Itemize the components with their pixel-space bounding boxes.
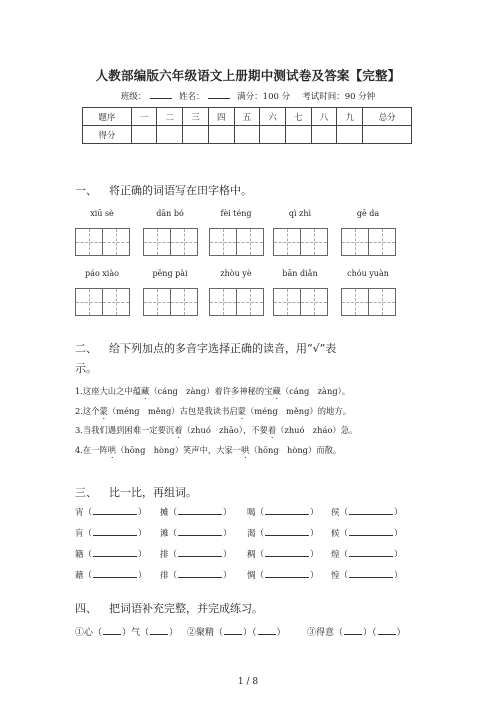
idiom-2-blank-1[interactable] bbox=[224, 625, 242, 635]
word-group-item bbox=[247, 526, 319, 539]
tianzige-cell[interactable] bbox=[209, 228, 237, 256]
compare-char: 徘 bbox=[160, 571, 169, 581]
pinyin-label: chóu yuàn bbox=[347, 269, 389, 278]
tianzige-cell[interactable] bbox=[368, 288, 396, 316]
tianzige-cell[interactable] bbox=[143, 228, 171, 256]
score-cell[interactable] bbox=[157, 126, 183, 144]
tianzige-pair bbox=[75, 228, 129, 256]
grid-row-1 bbox=[75, 228, 415, 256]
question-2-2 bbox=[75, 405, 351, 421]
tianzige-cell[interactable] bbox=[143, 288, 171, 316]
tianzige-cell[interactable] bbox=[236, 228, 264, 256]
name-blank[interactable] bbox=[208, 90, 230, 99]
section2-number: 二、 bbox=[75, 342, 97, 355]
word-blank[interactable] bbox=[349, 526, 393, 536]
q2-dotted-char-1: 蒙 bbox=[99, 406, 108, 416]
paren-close: ） bbox=[138, 571, 147, 581]
word-blank[interactable] bbox=[93, 547, 137, 557]
score-header-row bbox=[83, 108, 412, 126]
word-blank[interactable] bbox=[178, 526, 222, 536]
name-label: 姓名： bbox=[178, 92, 205, 102]
idiom-2-a: ②聚精（ bbox=[187, 628, 224, 638]
tianzige-cell[interactable] bbox=[300, 228, 328, 256]
tianzige-cell[interactable] bbox=[75, 228, 103, 256]
section3-title: 比一比，再组词。 bbox=[109, 486, 197, 499]
score-header-cell: 总分 bbox=[363, 108, 412, 126]
q3-text-e: （zhuó zháo）急。 bbox=[276, 425, 358, 435]
compare-char: 滩 bbox=[160, 529, 169, 539]
tianzige-pair bbox=[273, 288, 327, 316]
tianzige-cell[interactable] bbox=[75, 288, 103, 316]
q1-dotted-char-1: 藏 bbox=[141, 386, 150, 396]
pinyin-label: fèi téng bbox=[220, 209, 252, 218]
score-header-cell: 三 bbox=[183, 108, 209, 126]
word-group-row bbox=[75, 568, 420, 582]
score-cell[interactable] bbox=[131, 126, 157, 144]
compare-char: 宵 bbox=[75, 508, 84, 518]
section4-number: 四、 bbox=[75, 602, 97, 615]
paren-close: ） bbox=[394, 550, 403, 560]
word-group-item bbox=[75, 568, 147, 581]
pinyin-label: xiū sè bbox=[90, 209, 114, 218]
score-cell[interactable] bbox=[260, 126, 286, 144]
compare-char: 摊 bbox=[160, 508, 169, 518]
paren-close: ） bbox=[310, 550, 319, 560]
paren-open: （ bbox=[83, 529, 93, 539]
paren-open: （ bbox=[255, 508, 265, 518]
word-blank[interactable] bbox=[178, 505, 222, 515]
score-row-label: 得分 bbox=[83, 126, 132, 144]
tianzige-pair bbox=[209, 228, 263, 256]
idiom-3-b: ）（ bbox=[363, 628, 377, 638]
q1-text-c: （cáng zàng）着许多神秘的宝 bbox=[149, 386, 273, 396]
compare-char: 惆 bbox=[247, 571, 256, 581]
score-cell[interactable] bbox=[311, 126, 337, 144]
word-group-item bbox=[75, 547, 147, 560]
word-group-item bbox=[331, 505, 403, 518]
tianzige-pair bbox=[341, 288, 395, 316]
word-blank[interactable] bbox=[265, 505, 309, 515]
word-blank[interactable] bbox=[93, 568, 137, 578]
q1-dotted-char-2: 藏 bbox=[272, 386, 281, 396]
paren-open: （ bbox=[83, 571, 93, 581]
q1-text-a: 1.这座大山之中蕴 bbox=[75, 386, 141, 396]
question-2-4 bbox=[75, 444, 341, 460]
idiom-1-blank-2[interactable] bbox=[150, 625, 168, 635]
paren-open: （ bbox=[168, 571, 178, 581]
paren-close: ） bbox=[394, 508, 403, 518]
score-header-cell: 六 bbox=[260, 108, 286, 126]
tianzige-cell[interactable] bbox=[170, 228, 198, 256]
word-group-item bbox=[160, 547, 232, 560]
section3-heading bbox=[75, 484, 197, 500]
q4-text-a: 4.在一阵 bbox=[75, 445, 108, 455]
compare-char: 排 bbox=[160, 550, 169, 560]
exam-info bbox=[0, 90, 496, 102]
score-cell[interactable] bbox=[363, 126, 412, 144]
paren-open: （ bbox=[255, 571, 265, 581]
compare-char: 肓 bbox=[75, 529, 84, 539]
word-group-item bbox=[331, 547, 403, 560]
word-group-item bbox=[160, 526, 232, 539]
tianzige-cell[interactable] bbox=[170, 288, 198, 316]
word-group-row bbox=[75, 547, 420, 561]
compare-char: 侯 bbox=[331, 508, 340, 518]
idiom-2 bbox=[187, 625, 286, 638]
paren-close: ） bbox=[310, 508, 319, 518]
word-group-item bbox=[331, 568, 403, 581]
paren-close: ） bbox=[223, 571, 232, 581]
idiom-3 bbox=[307, 625, 406, 638]
score-header-cell: 题序 bbox=[83, 108, 132, 126]
score-header-cell: 二 bbox=[157, 108, 183, 126]
q4-dotted-char-2: 哄 bbox=[241, 445, 250, 455]
pinyin-row-2 bbox=[75, 269, 415, 281]
compare-char: 渴 bbox=[247, 529, 256, 539]
idiom-2-c: ） bbox=[276, 628, 286, 638]
full-score: 满分：100 分 bbox=[237, 92, 291, 102]
word-group-item bbox=[247, 568, 319, 581]
paren-close: ） bbox=[138, 529, 147, 539]
paren-close: ） bbox=[310, 571, 319, 581]
compare-char: 惶 bbox=[331, 571, 340, 581]
tianzige-cell[interactable] bbox=[102, 228, 130, 256]
word-group-item bbox=[75, 526, 147, 539]
paren-open: （ bbox=[339, 550, 349, 560]
score-value-row bbox=[83, 126, 412, 144]
tianzige-pair bbox=[209, 288, 263, 316]
idiom-3-blank-2[interactable] bbox=[378, 625, 396, 635]
pinyin-label: páo xiào bbox=[85, 269, 119, 278]
idiom-fill-row bbox=[75, 625, 420, 639]
page-title: 人教部编版六年级语文上册期中测试卷及答案【完整】 bbox=[95, 68, 401, 83]
tianzige-cell[interactable] bbox=[102, 288, 130, 316]
compare-char: 稠 bbox=[247, 550, 256, 560]
compare-char: 喝 bbox=[247, 508, 256, 518]
q2-text-e: （méng měng）的地方。 bbox=[245, 406, 351, 416]
question-2-1 bbox=[75, 385, 350, 401]
paren-close: ） bbox=[138, 550, 147, 560]
tianzige-pair bbox=[273, 228, 327, 256]
paren-close: ） bbox=[223, 550, 232, 560]
section3-number: 三、 bbox=[75, 486, 97, 499]
tianzige-cell[interactable] bbox=[273, 228, 301, 256]
q1-text-e: （cáng zàng）。 bbox=[280, 386, 351, 396]
compare-char: 籍 bbox=[75, 550, 84, 560]
tianzige-pair bbox=[143, 228, 197, 256]
paren-open: （ bbox=[83, 550, 93, 560]
paren-close: ） bbox=[310, 529, 319, 539]
grid-row-2 bbox=[75, 288, 415, 316]
section1-number: 一、 bbox=[75, 184, 97, 197]
q3-text-c: （zhuó zhāo），不要 bbox=[182, 425, 268, 435]
tianzige-cell[interactable] bbox=[341, 228, 369, 256]
pinyin-label: zhòu yè bbox=[220, 269, 252, 278]
score-table bbox=[82, 107, 412, 144]
q3-dotted-char-2: 着 bbox=[267, 425, 277, 435]
pinyin-label: gē da bbox=[356, 209, 380, 218]
paren-open: （ bbox=[339, 529, 349, 539]
paren-close: ） bbox=[223, 508, 232, 518]
score-header-cell: 八 bbox=[311, 108, 337, 126]
tianzige-cell[interactable] bbox=[300, 288, 328, 316]
word-group-item bbox=[160, 568, 232, 581]
word-blank[interactable] bbox=[178, 568, 222, 578]
word-group-item bbox=[160, 505, 232, 518]
tianzige-cell[interactable] bbox=[341, 288, 369, 316]
tianzige-pair bbox=[143, 288, 197, 316]
compare-char: 候 bbox=[331, 529, 340, 539]
word-blank[interactable] bbox=[178, 547, 222, 557]
idiom-1 bbox=[75, 625, 178, 638]
score-cell[interactable] bbox=[208, 126, 234, 144]
word-group-item bbox=[331, 526, 403, 539]
pinyin-label: bān diǎn bbox=[282, 269, 318, 278]
word-group-row bbox=[75, 505, 420, 519]
word-group-item bbox=[75, 505, 147, 518]
q4-dotted-char-1: 哄 bbox=[107, 445, 117, 455]
paren-close: ） bbox=[394, 571, 403, 581]
compare-char: 煌 bbox=[331, 550, 340, 560]
section4-title: 把词语补充完整，并完成练习。 bbox=[109, 602, 263, 615]
section2-heading bbox=[75, 339, 420, 379]
score-header-cell: 九 bbox=[337, 108, 363, 126]
score-cell[interactable] bbox=[337, 126, 363, 144]
class-blank[interactable] bbox=[150, 90, 172, 99]
tianzige-cell[interactable] bbox=[273, 288, 301, 316]
word-blank[interactable] bbox=[265, 547, 309, 557]
paren-open: （ bbox=[168, 550, 178, 560]
q2-text-a: 2.这个 bbox=[75, 406, 100, 416]
score-cell[interactable] bbox=[286, 126, 312, 144]
q3-dotted-char-1: 着 bbox=[174, 425, 183, 435]
word-blank[interactable] bbox=[265, 526, 309, 536]
word-group-item bbox=[247, 505, 319, 518]
word-blank[interactable] bbox=[349, 547, 393, 557]
q4-text-c: （hōng hòng）笑声中，大家一 bbox=[116, 445, 242, 455]
class-label: 班级： bbox=[120, 92, 147, 102]
paren-open: （ bbox=[168, 508, 178, 518]
paren-close: ） bbox=[138, 508, 147, 518]
score-cell[interactable] bbox=[234, 126, 260, 144]
score-header-cell: 四 bbox=[208, 108, 234, 126]
word-blank[interactable] bbox=[265, 568, 309, 578]
pinyin-label: qì zhì bbox=[288, 209, 312, 218]
idiom-1-b: ）气（ bbox=[122, 628, 150, 638]
compare-char: 藉 bbox=[75, 571, 84, 581]
pinyin-label: dān bó bbox=[156, 209, 184, 218]
paren-open: （ bbox=[168, 529, 178, 539]
q3-text-a: 3.当我们遇到困难一定要沉 bbox=[75, 425, 175, 435]
word-blank[interactable] bbox=[93, 526, 137, 536]
pinyin-row-1 bbox=[75, 209, 415, 221]
paren-open: （ bbox=[255, 529, 265, 539]
word-blank[interactable] bbox=[349, 568, 393, 578]
idiom-1-a: ①心（ bbox=[75, 628, 103, 638]
word-group-row bbox=[75, 526, 420, 540]
idiom-3-blank-1[interactable] bbox=[344, 625, 362, 635]
word-blank[interactable] bbox=[93, 505, 137, 515]
q4-text-e: （hōng hòng）而散。 bbox=[249, 445, 342, 455]
section2-title-line1: 给下列加点的多音字选择正确的读音，用“√”表 bbox=[109, 342, 337, 355]
paren-open: （ bbox=[255, 550, 265, 560]
section2-title-line2: 示。 bbox=[75, 362, 97, 375]
section1-heading bbox=[75, 182, 252, 198]
paren-open: （ bbox=[339, 571, 349, 581]
tianzige-cell[interactable] bbox=[209, 288, 237, 316]
tianzige-pair bbox=[341, 228, 395, 256]
tianzige-pair bbox=[75, 288, 129, 316]
section4-heading bbox=[75, 600, 263, 616]
score-header-cell: 一 bbox=[131, 108, 157, 126]
idiom-1-blank-1[interactable] bbox=[103, 625, 121, 635]
idiom-2-blank-2[interactable] bbox=[258, 625, 276, 635]
tianzige-cell[interactable] bbox=[368, 228, 396, 256]
page-number: 1 / 8 bbox=[237, 677, 259, 687]
pinyin-label: pēng pài bbox=[152, 269, 188, 278]
tianzige-cell[interactable] bbox=[236, 288, 264, 316]
idiom-2-b: ）（ bbox=[243, 628, 257, 638]
question-2-3 bbox=[75, 424, 357, 440]
word-group-item bbox=[247, 547, 319, 560]
idiom-3-c: ） bbox=[396, 628, 406, 638]
score-cell[interactable] bbox=[183, 126, 209, 144]
exam-time: 考试时间：90 分钟 bbox=[302, 92, 376, 102]
q2-dotted-char-2: 蒙 bbox=[237, 406, 246, 416]
section1-title: 将正确的词语写在田字格中。 bbox=[109, 184, 252, 197]
paren-close: ） bbox=[223, 529, 232, 539]
paren-open: （ bbox=[339, 508, 349, 518]
word-blank[interactable] bbox=[349, 505, 393, 515]
idiom-3-a: ③得意（ bbox=[307, 628, 344, 638]
score-header-cell: 五 bbox=[234, 108, 260, 126]
q2-text-c: （méng měng）古包是我读书启 bbox=[107, 406, 238, 416]
score-header-cell: 七 bbox=[286, 108, 312, 126]
idiom-1-c: ） bbox=[169, 628, 179, 638]
paren-close: ） bbox=[394, 529, 403, 539]
paren-open: （ bbox=[83, 508, 93, 518]
